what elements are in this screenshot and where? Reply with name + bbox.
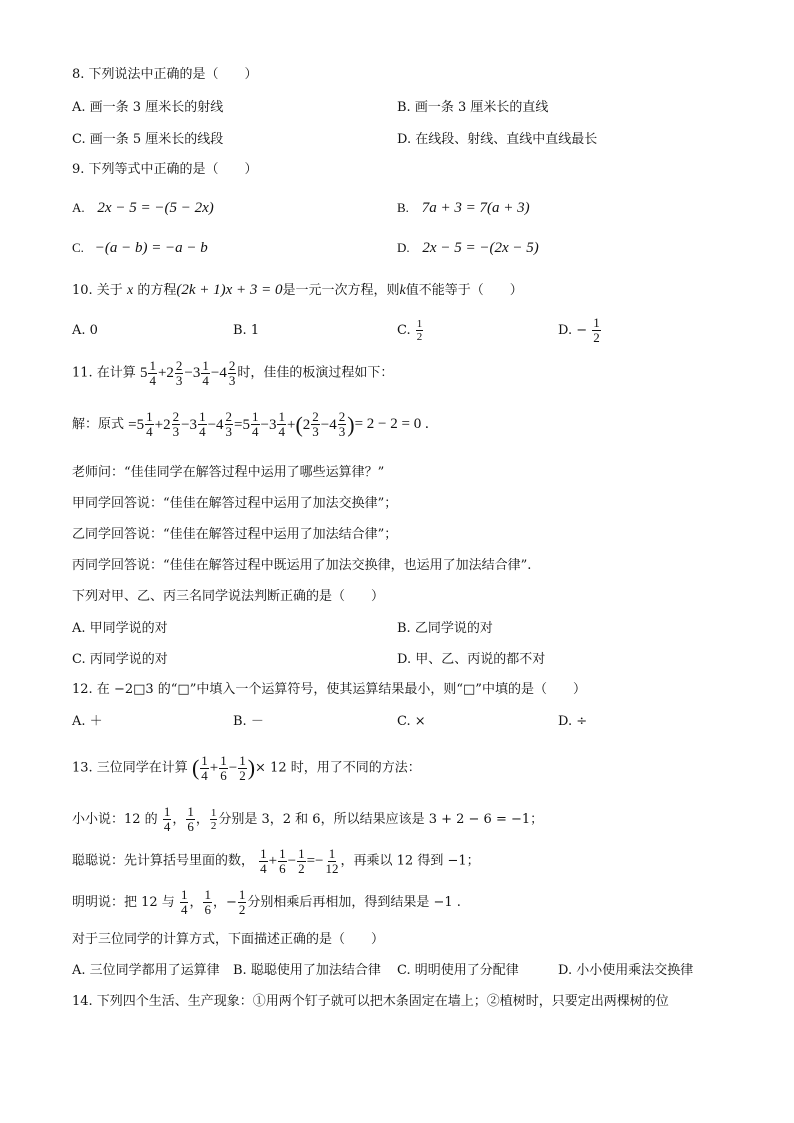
q8-option-d: D. 在线段、射线、直线中直线最长 — [397, 132, 598, 147]
q9-d-label: D. — [397, 240, 410, 255]
q13-expression: ( $\frac{1}{4}$ + $\frac{1}{6}$ − $\frac{1}{2}$ ) — [191, 752, 256, 783]
fraction-1-2: $\frac{1}{2}$ — [210, 807, 217, 832]
q10-d-fraction: $\frac{1}{2}$ — [593, 315, 600, 345]
fraction-1-6: $\frac{1}{6}$ — [187, 804, 194, 834]
fraction-1-4: $\frac{1}{4}$ — [180, 887, 188, 917]
q10-option-c: C. $\frac{1}{2}$ — [397, 318, 423, 343]
q11-ask: 下列对甲、乙、丙三名同学说法判断正确的是（ ） — [72, 589, 385, 604]
q8-option-b: B. 画一条 3 厘米长的直线 — [397, 100, 549, 115]
q11-stem: 11. 在计算 5 $\frac{1}{4}$ +2 $\frac{2}{3}$ −3 $\frac{1}{4}$ −4 $\frac{2}{3}$ 时，佳佳的板演过程如下： — [72, 355, 393, 392]
q10-equation: (2k + 1)x + 3 = 0 — [176, 282, 283, 298]
q13-option-b: B. 聪聪使用了加法结合律 — [233, 963, 381, 978]
q13-option-d: D. 小小使用乘法交换律 — [558, 963, 694, 978]
q12-stem: 12. 在 −2□3 的“□”中填入一个运算符号，使其运算结果最小，则“□”中填的是（ ） — [72, 682, 586, 697]
q11-jia: 甲同学回答说：“佳佳在解答过程中运用了加法交换律”； — [72, 496, 398, 511]
q9-option-b — [397, 198, 530, 217]
q10-option-d: D. − $\frac{1}{2}$ — [558, 315, 600, 345]
q13-option-c: C. 明明使用了分配律 — [397, 963, 519, 978]
q11-solution: 解：原式 =5 $\frac{1}{4}$ +2 $\frac{2}{3}$ −3 $\frac{1}{4}$ −4 $\frac{2}{3}$ =5 $\frac{1}{4}$ −3 $\frac{1}{4}$ + ( 2 $\frac{2}{3}$ −4 $\frac{2}{3}$ ) = 2 − 2 = 0 . — [72, 404, 429, 445]
q11-teacher: 老师问：“佳佳同学在解答过程中运用了哪些运算律？” — [72, 465, 385, 480]
q12-option-b: B. － — [233, 714, 264, 729]
q13-option-a: A. 三位同学都用了运算律 — [72, 963, 220, 978]
q9-stem: 9. 下列等式中正确的是（ ） — [72, 162, 258, 177]
q9-a-expr: 2x − 5 = −(5 − 2x) — [97, 200, 214, 216]
q10-stem: 10. 关于 x 的方程(2k + 1)x + 3 = 0是一元一次方程，则k值不能等于（ ） — [72, 282, 523, 298]
q10-c-fraction: $\frac{1}{2}$ — [416, 318, 423, 343]
q13-congcong: 聪聪说：先计算括号里面的数， $\frac{1}{4}$ + $\frac{1}{6}$ − $\frac{1}{2}$ =− $\frac{1}{12}$ ，再乘以 12 得到 −1； — [72, 843, 480, 880]
q9-d-expr: 2x − 5 = −(2x − 5) — [422, 240, 539, 256]
q11-bing: 丙同学回答说：“佳佳在解答过程中既运用了加法交换律，也运用了加法结合律”. — [72, 558, 532, 573]
q9-option-d — [397, 238, 539, 257]
q9-c-label: C. — [72, 240, 84, 255]
q12-option-d: D. ÷ — [558, 714, 588, 729]
q11-option-c: C. 丙同学说的对 — [72, 652, 168, 667]
q8-option-a: A. 画一条 3 厘米长的射线 — [72, 100, 224, 115]
q14-stem: 14. 下列四个生活、生产现象：①用两个钉子就可以把木条固定在墙上；②植树时，只要定出两棵树的位 — [72, 994, 669, 1009]
q13-congcong-expression: $\frac{1}{4}$ + $\frac{1}{6}$ − $\frac{1}{2}$ =− $\frac{1}{12}$ — [260, 845, 339, 876]
q13-xiaoxiao: 小小说：12 的 $\frac{1}{4}$ ， $\frac{1}{6}$ ， $\frac{1}{2}$ 分别是 3，2 和 6，所以结果应该是 3 + 2 − 6 = −1； — [72, 804, 544, 834]
q8-stem: 8. 下列说法中正确的是（ ） — [72, 67, 258, 82]
q10-option-b: B. 1 — [233, 323, 260, 338]
q11-solution-expression: =5 $\frac{1}{4}$ +2 $\frac{2}{3}$ −3 $\frac{1}{4}$ −4 $\frac{2}{3}$ =5 $\frac{1}{4}$ −3 $\frac{1}{4}$ + ( 2 $\frac{2}{3}$ −4 $\frac{2}{3}$ ) — [128, 409, 355, 439]
q9-option-a — [72, 198, 214, 217]
q9-b-label: B. — [397, 200, 409, 215]
q9-b-expr: 7a + 3 = 7(a + 3) — [421, 200, 530, 216]
q11-yi: 乙同学回答说：“佳佳在解答过程中运用了加法结合律”； — [72, 527, 398, 542]
q9-option-c — [72, 238, 208, 257]
fraction-1-2: $\frac{1}{2}$ — [238, 887, 246, 917]
q13-mingming: 明明说：把 12 与 $\frac{1}{4}$ ， $\frac{1}{6}$ ，− $\frac{1}{2}$ 分别相乘后再相加，得到结果是 −1 . — [72, 887, 461, 917]
q10-option-a: A. 0 — [72, 323, 98, 338]
fraction-1-4: $\frac{1}{4}$ — [163, 804, 171, 834]
q13-ask: 对于三位同学的计算方式，下面描述正确的是（ ） — [72, 932, 385, 947]
q11-option-b: B. 乙同学说的对 — [397, 621, 493, 636]
q12-option-c: C. × — [397, 714, 426, 729]
fraction-1-6: $\frac{1}{6}$ — [204, 887, 211, 917]
q12-option-a: A. ＋ — [72, 714, 103, 729]
q13-stem: 13. 三位同学在计算 ( $\frac{1}{4}$ + $\frac{1}{6}$ − $\frac{1}{2}$ ) × 12 时，用了不同的方法： — [72, 748, 421, 789]
q8-option-c: C. 画一条 5 厘米长的线段 — [72, 132, 224, 147]
q11-expression: 5 $\frac{1}{4}$ +2 $\frac{2}{3}$ −3 $\frac{1}{4}$ −4 $\frac{2}{3}$ — [139, 357, 236, 388]
q9-c-expr: −(a − b) = −a − b — [94, 240, 208, 256]
q9-a-label: A. — [72, 200, 85, 215]
q11-option-d: D. 甲、乙、丙说的都不对 — [397, 652, 546, 667]
q11-option-a: A. 甲同学说的对 — [72, 621, 168, 636]
